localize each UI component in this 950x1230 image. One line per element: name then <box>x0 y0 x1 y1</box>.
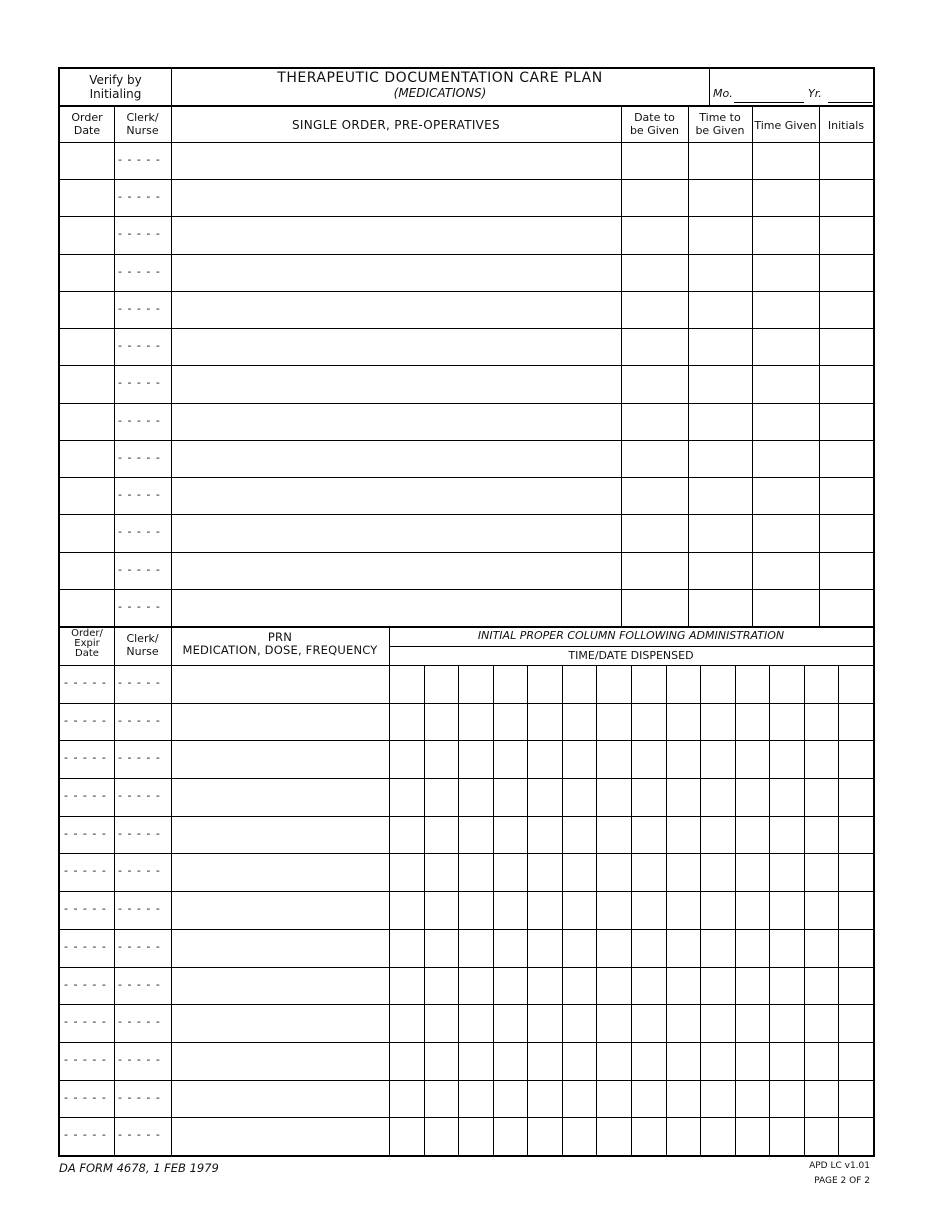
clerk-nurse-dash: - - - - - <box>118 265 161 278</box>
order-expir-dash: - - - - - <box>64 1015 107 1028</box>
table-row[interactable] <box>60 929 873 967</box>
table-row[interactable] <box>60 477 873 514</box>
prn-clerk-h1: Clerk/ <box>126 632 159 645</box>
table-row[interactable] <box>60 1080 873 1118</box>
page-number: PAGE 2 OF 2 <box>814 1176 870 1186</box>
clerk-nurse-dash: - - - - - <box>118 978 161 991</box>
form-subtitle: (MEDICATIONS) <box>393 86 487 100</box>
table-row[interactable] <box>60 665 873 703</box>
month-field[interactable] <box>734 102 804 103</box>
clerk-h1: Clerk/ <box>126 111 159 124</box>
order-expir-dash: - - - - - <box>64 940 107 953</box>
clerk-nurse-dash: - - - - - <box>118 789 161 802</box>
order-expir-h3: Date <box>75 648 99 659</box>
order-expir-h1: Order/ <box>71 628 103 639</box>
clerk-nurse-dash: - - - - - <box>118 563 161 576</box>
time-date-dispensed-header: TIME/DATE DISPENSED <box>568 649 694 662</box>
order-expir-dash: - - - - - <box>64 902 107 915</box>
order-date-header <box>60 111 114 137</box>
clerk-nurse-dash: - - - - - <box>118 339 161 352</box>
table-row[interactable] <box>60 1117 873 1155</box>
table-row[interactable] <box>60 740 873 778</box>
clerk-nurse-dash: - - - - - <box>118 1128 161 1141</box>
table-row[interactable] <box>60 291 873 328</box>
year-label: Yr. <box>808 87 822 100</box>
month-label: Mo. <box>713 87 733 100</box>
order-expir-dash: - - - - - <box>64 751 107 764</box>
care-plan-form <box>58 67 875 1157</box>
order-expir-dash: - - - - - <box>64 714 107 727</box>
verify-by-initialing-label <box>60 73 171 101</box>
table-row[interactable] <box>60 816 873 854</box>
form-version: APD LC v1.01 <box>809 1161 870 1171</box>
table-row[interactable] <box>60 1042 873 1080</box>
table-row[interactable] <box>60 514 873 551</box>
order-expir-dash: - - - - - <box>64 978 107 991</box>
table-row[interactable] <box>60 552 873 589</box>
date-given-h2: be Given <box>629 124 680 137</box>
order-expir-dash: - - - - - <box>64 827 107 840</box>
table-row[interactable] <box>60 778 873 816</box>
order-expir-dash: - - - - - <box>64 1053 107 1066</box>
clerk-nurse-dash: - - - - - <box>118 451 161 464</box>
section-divider <box>60 626 873 628</box>
table-row[interactable] <box>60 142 873 179</box>
clerk-nurse-dash: - - - - - <box>118 525 161 538</box>
clerk-nurse-dash: - - - - - <box>118 827 161 840</box>
order-expir-date-header <box>60 629 114 659</box>
table-row[interactable] <box>60 403 873 440</box>
clerk-nurse-dash: - - - - - <box>118 1053 161 1066</box>
form-title: THERAPEUTIC DOCUMENTATION CARE PLAN <box>277 70 603 86</box>
date-to-be-given-header <box>621 111 688 137</box>
clerk-nurse-dash: - - - - - <box>118 227 161 240</box>
order-expir-dash: - - - - - <box>64 864 107 877</box>
table-row[interactable] <box>60 853 873 891</box>
clerk-nurse-dash: - - - - - <box>118 376 161 389</box>
clerk-nurse-dash: - - - - - <box>118 1091 161 1104</box>
table-row[interactable] <box>60 440 873 477</box>
clerk-nurse-dash: - - - - - <box>118 864 161 877</box>
year-field[interactable] <box>828 102 872 103</box>
clerk-nurse-dash: - - - - - <box>118 153 161 166</box>
order-date-h1: Order <box>71 111 103 124</box>
prn-clerk-nurse-header <box>114 632 171 658</box>
initials-header: Initials <box>827 119 865 132</box>
order-expir-dash: - - - - - <box>64 789 107 802</box>
form-id: DA FORM 4678, 1 FEB 1979 <box>59 1161 219 1175</box>
clerk-nurse-dash: - - - - - <box>118 751 161 764</box>
order-expir-dash: - - - - - <box>64 1128 107 1141</box>
table-row[interactable] <box>60 967 873 1005</box>
clerk-nurse-dash: - - - - - <box>118 600 161 613</box>
clerk-nurse-dash: - - - - - <box>118 488 161 501</box>
order-date-h2: Date <box>73 124 101 137</box>
header-divider <box>389 646 873 647</box>
clerk-nurse-dash: - - - - - <box>118 676 161 689</box>
time-given-h2: be Given <box>695 124 745 137</box>
clerk-nurse-dash: - - - - - <box>118 1015 161 1028</box>
clerk-nurse-dash: - - - - - <box>118 940 161 953</box>
order-expir-h2: Expir <box>74 638 100 649</box>
clerk-nurse-dash: - - - - - <box>118 414 161 427</box>
clerk-nurse-dash: - - - - - <box>118 714 161 727</box>
clerk-nurse-dash: - - - - - <box>118 302 161 315</box>
time-given-h1: Time to <box>699 111 741 124</box>
prn-clerk-h2: Nurse <box>126 645 159 658</box>
clerk-nurse-dash: - - - - - <box>118 902 161 915</box>
date-given-h1: Date to <box>634 111 675 124</box>
clerk-nurse-header <box>114 111 171 137</box>
table-row[interactable] <box>60 365 873 402</box>
verify-line-2: Initialing <box>89 87 142 101</box>
table-row[interactable] <box>60 891 873 929</box>
time-given-header: Time Given <box>754 119 817 132</box>
table-row[interactable] <box>60 179 873 216</box>
order-expir-dash: - - - - - <box>64 676 107 689</box>
table-row[interactable] <box>60 254 873 291</box>
time-to-be-given-header <box>688 111 752 137</box>
order-expir-dash: - - - - - <box>64 1091 107 1104</box>
table-row[interactable] <box>60 216 873 253</box>
prn-medication-header <box>171 631 389 657</box>
table-row[interactable] <box>60 589 873 626</box>
prn-h2: MEDICATION, DOSE, FREQUENCY <box>182 643 378 657</box>
single-order-header: SINGLE ORDER, PRE-OPERATIVES <box>292 118 500 132</box>
verify-line-1: Verify by <box>89 73 142 87</box>
prn-h1: PRN <box>267 630 293 644</box>
table-row[interactable] <box>60 1004 873 1042</box>
table-row[interactable] <box>60 328 873 365</box>
clerk-nurse-dash: - - - - - <box>118 190 161 203</box>
table-row[interactable] <box>60 703 873 741</box>
initial-proper-column-header: INITIAL PROPER COLUMN FOLLOWING ADMINISTRATION <box>477 629 785 642</box>
clerk-h2: Nurse <box>126 124 159 137</box>
